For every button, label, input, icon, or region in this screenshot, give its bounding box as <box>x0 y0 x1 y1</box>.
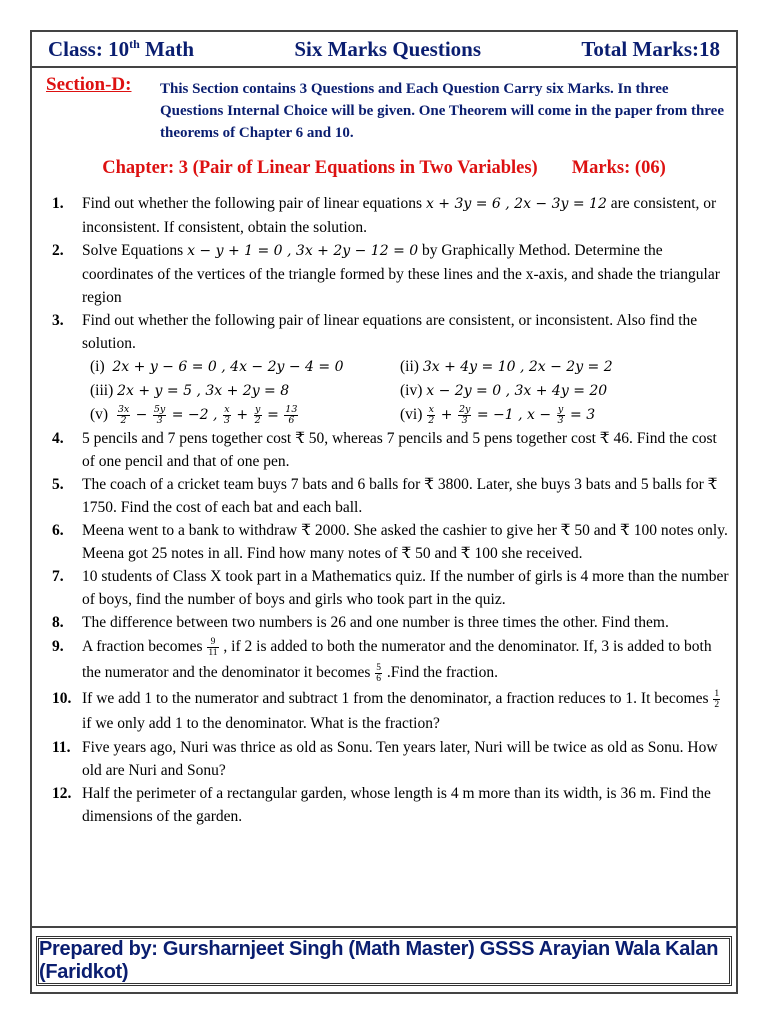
class-label: Class: 10th Math <box>48 36 195 61</box>
question-text: Five years ago, Nuri was thrice as old as Sonu. Ten years later, Nuri will be twice as old as Sonu. How old are Nuri and Sonu? <box>82 739 718 779</box>
question-text: The coach of a cricket team buys 7 bats and 6 balls for ₹ 3800. Later, she buys 3 bats and 5 balls for ₹ 1750. Find the cost of each bat and each ball. <box>82 476 718 516</box>
question-text: Solve Equations <box>82 242 188 259</box>
question-4 <box>46 427 730 473</box>
footer-credit: Prepared by: Gursharnjeet Singh (Math Master) GSSS Arayian Wala Kalan (Faridkot) <box>36 936 732 986</box>
question-number: 10. <box>52 690 72 707</box>
question-number: 12. <box>52 785 72 802</box>
question-3 <box>46 309 730 427</box>
fraction: $\frac{5}{6}$ <box>376 662 382 684</box>
question-number: 11. <box>52 739 71 756</box>
total-marks: Total Marks:18 <box>581 36 720 61</box>
part-iv: (iv) x − 2y = 0 , 3x + 4y = 20 <box>400 382 608 399</box>
question-number: 8. <box>52 614 64 631</box>
equation: x − y + 1 = 0 , 3x + 2y − 12 = 0 <box>187 243 419 259</box>
question-text: A fraction becomes <box>82 638 207 655</box>
question-text: , if 2 is added to both the numerator and the denominator. If, 3 is added to both the numerator and the denominator it becomes <box>82 638 712 681</box>
question-3-parts <box>82 355 730 427</box>
question-number: 7. <box>52 568 64 585</box>
part-ii: (ii) 3x + 4y = 10 , 2x − 2y = 2 <box>400 358 613 375</box>
question-text: Find out whether the following pair of linear equations <box>82 195 426 212</box>
part-i: (i) 2x + y − 6 = 0 , 4x − 2y − 4 = 0 <box>90 358 344 375</box>
question-text: 5 pencils and 7 pens together cost ₹ 50, whereas 7 pencils and 5 pens together cost ₹ 46. Find the cost of one pencil and that of one pen. <box>82 430 717 470</box>
question-6 <box>46 519 730 565</box>
chapter-title: Chapter: 3 (Pair of Linear Equations in Two Variables) <box>102 158 538 178</box>
section-label: Section-D: <box>46 74 132 95</box>
question-7 <box>46 565 730 611</box>
question-number: 4. <box>52 430 64 447</box>
question-text: .Find the fraction. <box>383 664 498 681</box>
fraction: $\frac{9}{11}$ <box>208 636 218 658</box>
question-text: are consistent, or inconsistent. If consistent, obtain the solution. <box>82 195 717 236</box>
question-2 <box>46 239 730 309</box>
question-number: 2. <box>52 242 64 259</box>
footer-divider <box>32 926 736 928</box>
question-text: If we add 1 to the numerator and subtract 1 from the denominator, a fraction reduces to 1. It becomes <box>82 690 713 707</box>
question-text: if we only add 1 to the denominator. What is the fraction? <box>82 715 440 732</box>
part-iii: (iii) 2x + y = 5 , 3x + 2y = 8 <box>90 382 290 399</box>
question-text: Half the perimeter of a rectangular garden, whose length is 4 m more than its width, is 36 m. Find the dimensions of the garden. <box>82 785 711 825</box>
question-12 <box>46 782 730 828</box>
question-number: 9. <box>52 638 64 655</box>
question-text: 10 students of Class X took part in a Mathematics quiz. If the number of girls is 4 more than the number of boys, find the number of boys and girls who took part in the quiz. <box>82 568 729 608</box>
question-number: 3. <box>52 312 64 329</box>
question-number: 1. <box>52 195 64 212</box>
equation: x + 3y = 6 , 2x − 3y = 12 <box>425 196 607 212</box>
part-v: (v) $\frac{3x}{2}$ − $\frac{5y}{3}$ = −2 , $\frac{x}{3}$ + $\frac{y}{2}$ = $\frac{13}{6}$ <box>90 403 298 426</box>
question-list <box>46 192 730 828</box>
question-9 <box>46 634 730 686</box>
section-description: This Section contains 3 Questions and Each Question Carry six Marks. In three Questions Internal Choice will be given. One Theorem will come in the paper from three theorems of Chapter 6 and 10. <box>160 81 724 141</box>
question-11 <box>46 736 730 782</box>
worksheet-page <box>30 30 738 994</box>
page-title: Six Marks Questions <box>294 36 482 61</box>
fraction: $\frac{1}{2}$ <box>714 688 720 710</box>
page-header <box>32 32 736 68</box>
question-text: Meena went to a bank to withdraw ₹ 2000. She asked the cashier to give her ₹ 50 and ₹ 100 notes only. Meena got 25 notes in all. Find how many notes of ₹ 50 and ₹ 100 she received. <box>82 522 728 562</box>
question-5 <box>46 473 730 519</box>
question-8 <box>46 611 730 634</box>
question-number: 6. <box>52 522 64 539</box>
part-vi: (vi) $\frac{x}{2}$ + $\frac{2y}{3}$ = −1 , x − $\frac{y}{3}$ = 3 <box>400 403 596 426</box>
chapter-marks: Marks: (06) <box>571 158 666 178</box>
question-number: 5. <box>52 476 64 493</box>
chapter-heading <box>32 158 736 179</box>
question-text: by Graphically Method. Determine the coordinates of the vertices of the triangle formed by these lines and the x-axis, and shade the triangular region <box>82 242 720 306</box>
question-10 <box>46 686 730 736</box>
question-text: Find out whether the following pair of linear equations are consistent, or inconsistent. Also find the solution. <box>82 312 698 352</box>
question-1 <box>46 192 730 239</box>
question-text: The difference between two numbers is 26 and one number is three times the other. Find them. <box>82 614 669 631</box>
